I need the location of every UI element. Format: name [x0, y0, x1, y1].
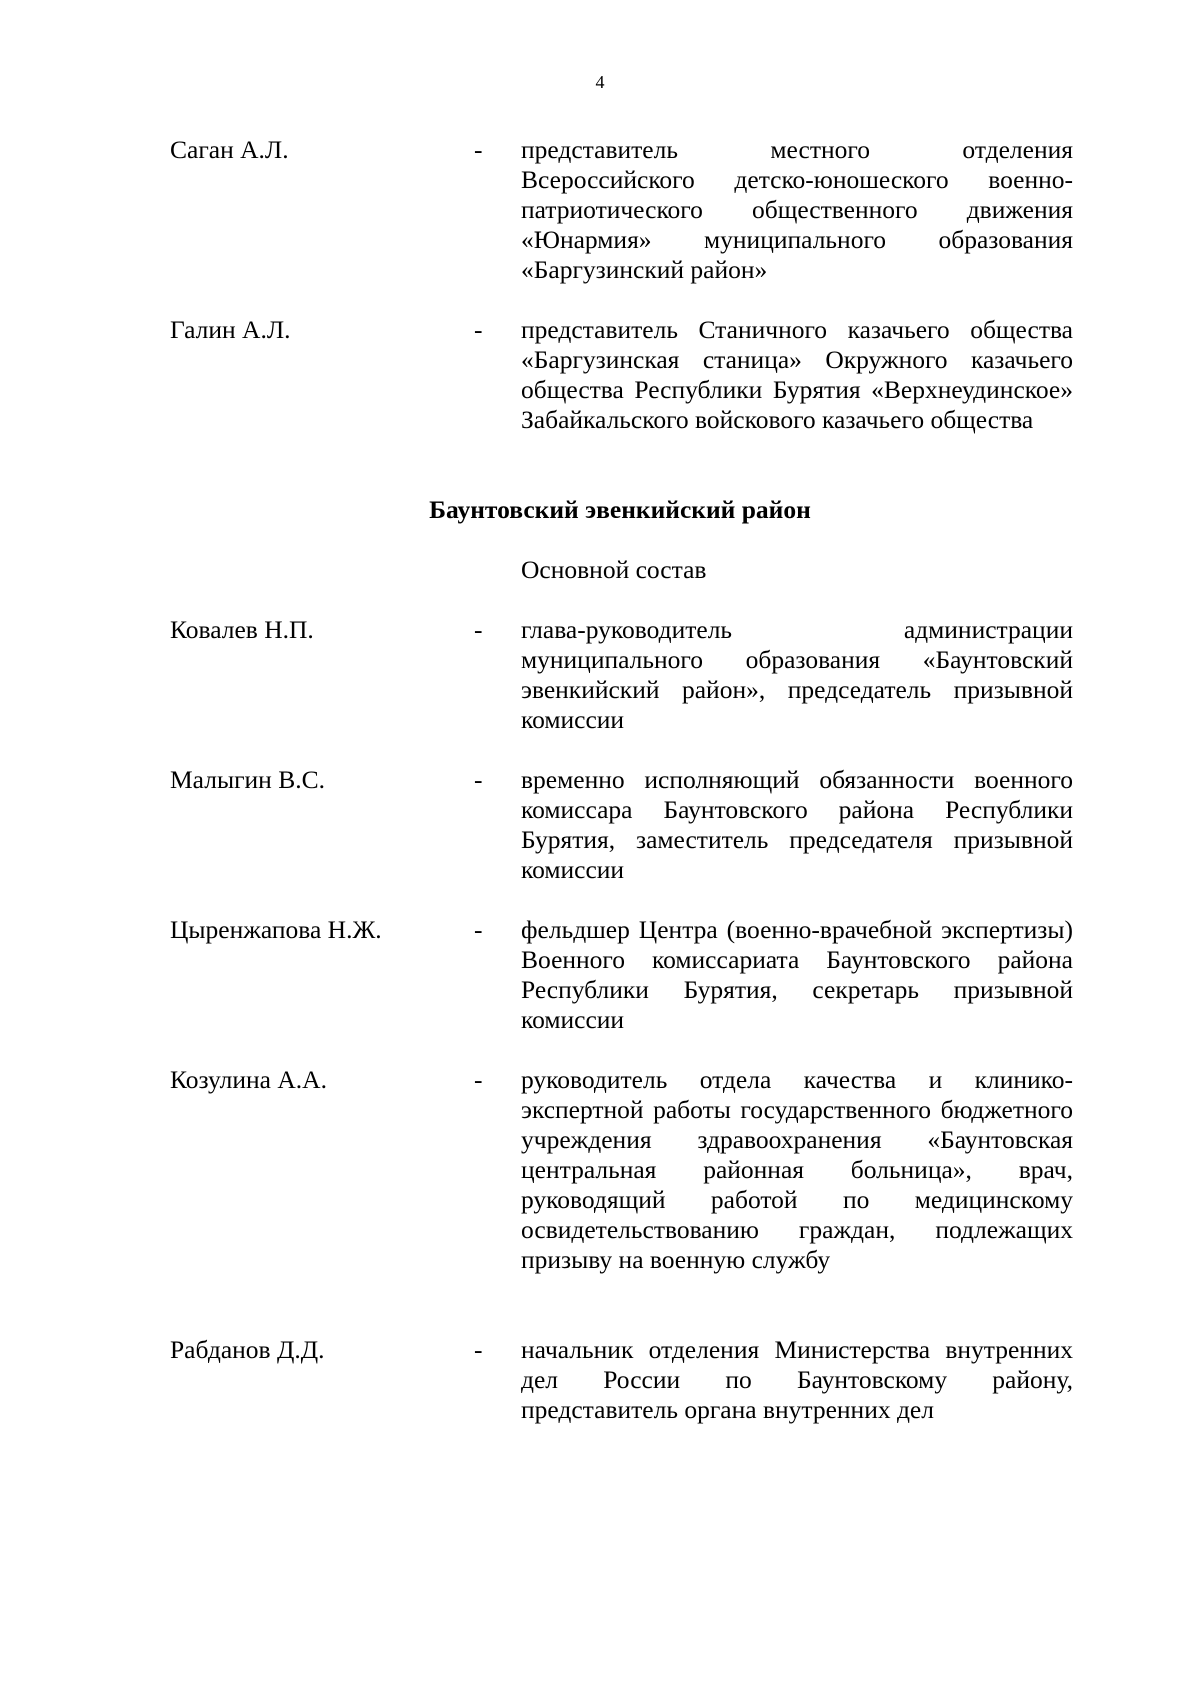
- member-description: фельдшер Центра (военно-врачебной экспертизы) Военного комиссариата Баунтовского района Республики Бурятия, секретарь призывной комиссии: [521, 915, 1073, 1034]
- member-description: руководитель отдела качества и клинико-экспертной работы государственного бюджетного учреждения здравоохранения «Баунтовская центральная районная больница», врач, руководящий работой по медицинскому освидетельствованию граждан, подлежащих призыву на военную службу: [521, 1065, 1073, 1274]
- subsection-title: Основной состав: [521, 555, 707, 584]
- member-dash: -: [474, 615, 483, 644]
- member-dash: -: [474, 315, 483, 344]
- section-title: Баунтовский эвенкийский район: [429, 495, 811, 524]
- member-dash: -: [474, 135, 483, 164]
- member-name: Козулина А.А.: [170, 1065, 327, 1094]
- member-dash: -: [474, 915, 483, 944]
- member-description: начальник отделения Министерства внутренних дел России по Баунтовскому району, представитель органа внутренних дел: [521, 1335, 1073, 1424]
- member-dash: -: [474, 1065, 483, 1094]
- member-dash: -: [474, 765, 483, 794]
- member-name: Саган А.Л.: [170, 135, 289, 164]
- member-name: Галин А.Л.: [170, 315, 291, 344]
- member-description: временно исполняющий обязанности военного комиссара Баунтовского района Республики Бурятия, заместитель председателя призывной комиссии: [521, 765, 1073, 884]
- member-name: Малыгин В.С.: [170, 765, 325, 794]
- member-name: Ковалев Н.П.: [170, 615, 314, 644]
- member-description: представитель Станичного казачьего общества «Баргузинская станица» Окружного казачьего общества Республики Бурятия «Верхнеудинское» Забайкальского войскового казачьего общества: [521, 315, 1073, 434]
- member-description: глава-руководитель администрации муниципального образования «Баунтовский эвенкийский район», председатель призывной комиссии: [521, 615, 1073, 734]
- member-name: Цыренжапова Н.Ж.: [170, 915, 382, 944]
- member-description: представитель местного отделения Всероссийского детско-юношеского военно-патриотического общественного движения «Юнармия» муниципального образования «Баргузинский район»: [521, 135, 1073, 284]
- member-name: Рабданов Д.Д.: [170, 1335, 325, 1364]
- member-dash: -: [474, 1335, 483, 1364]
- page-number: 4: [595, 72, 605, 92]
